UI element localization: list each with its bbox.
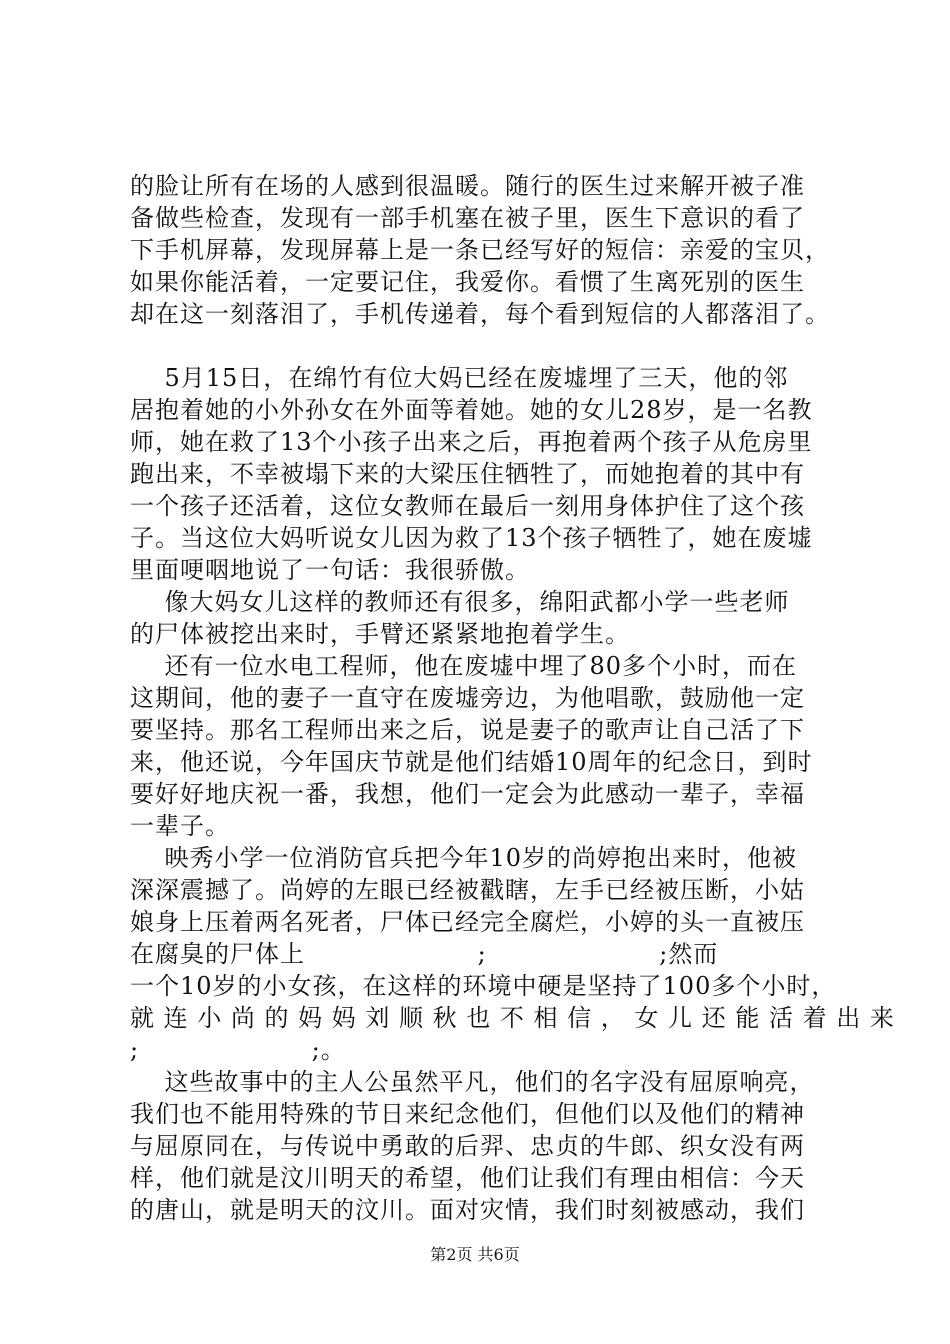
text-line: 5月15日，在绵竹有位大妈已经在废墟埋了三天，他的邻	[130, 364, 789, 392]
text-line: 如果你能活着，一定要记住，我爱你。看惯了生离死别的医生	[130, 268, 805, 296]
text-line: 这些故事中的主人公虽然平凡，他们的名字没有屈原响亮，	[130, 1068, 815, 1096]
text-line: 样，他们就是汶川明天的希望，他们让我们有理由相信：今天	[130, 1164, 805, 1192]
text-line: 子。当这位大妈听说女儿因为救了13个孩子牺牲了，她在废墟	[130, 524, 813, 552]
text-line: 来，他还说，今年国庆节就是他们结婚10周年的纪念日，到时	[130, 748, 813, 776]
text-line: 娘身上压着两名死者，尸体已经完全腐烂，小婷的头一直被压	[130, 908, 805, 936]
text-line: 的尸体被挖出来时，手臂还紧紧地抱着学生。	[130, 620, 630, 648]
text-line: 在腐臭的尸体上 ; ;然而	[130, 940, 719, 968]
text-line: 与屈原同在，与传说中勇敢的后羿、忠贞的牛郎、织女没有两	[130, 1132, 805, 1160]
text-line: 的脸让所有在场的人感到很温暖。随行的医生过来解开被子准	[130, 172, 805, 200]
text-line: 师，她在救了13个小孩子出来之后，再抱着两个孩子从危房里	[130, 428, 813, 456]
text-line: 映秀小学一位消防官兵把今年10岁的尚婷抱出来时，他被	[130, 844, 798, 872]
text-line: 一个10岁的小女孩，在这样的环境中硬是坚持了100多个小时，	[130, 972, 837, 1000]
text-line: ; ;。	[130, 1036, 346, 1064]
text-line: 备做些检查，发现有一部手机塞在被子里，医生下意识的看了	[130, 204, 805, 232]
text-line: 一个孩子还活着，这位女教师在最后一刻用身体护住了这个孩	[130, 492, 805, 520]
text-line: 居抱着她的小外孙女在外面等着她。她的女儿28岁，是一名教	[130, 396, 813, 424]
text-line: 就 连 小 尚 的 妈 妈 刘 顺 秋 也 不 相 信 ， 女 儿 还 能 活 着 出 来	[130, 1004, 895, 1032]
text-line: 我们也不能用特殊的节日来纪念他们，但他们以及他们的精神	[130, 1100, 805, 1128]
text-line: 要坚持。那名工程师出来之后，说是妻子的歌声让自己活了下	[130, 716, 805, 744]
text-line: 像大妈女儿这样的教师还有很多，绵阳武都小学一些老师	[130, 588, 790, 616]
text-line: 要好好地庆祝一番，我想，他们一定会为此感动一辈子，幸福	[130, 780, 805, 808]
text-line: 跑出来，不幸被塌下来的大梁压住牺牲了，而她抱着的其中有	[130, 460, 805, 488]
text-line: 的唐山，就是明天的汶川。面对灾情，我们时刻被感动，我们	[130, 1196, 805, 1224]
text-line: 深深震撼了。尚婷的左眼已经被戳瞎，左手已经被压断，小姑	[130, 876, 805, 904]
text-line: 里面哽咽地说了一句话：我很骄傲。	[130, 556, 530, 584]
page-number-footer: 第2页 共6页	[430, 1245, 520, 1264]
text-line: 下手机屏幕，发现屏幕上是一条已经写好的短信：亲爱的宝贝，	[130, 236, 830, 264]
text-line: 还有一位水电工程师，他在废墟中埋了80多个小时，而在	[130, 652, 798, 680]
text-line: 这期间，他的妻子一直守在废墟旁边，为他唱歌，鼓励他一定	[130, 684, 805, 712]
text-line: 却在这一刻落泪了，手机传递着，每个看到短信的人都落泪了。	[130, 300, 830, 328]
text-line: 一辈子。	[130, 812, 230, 840]
